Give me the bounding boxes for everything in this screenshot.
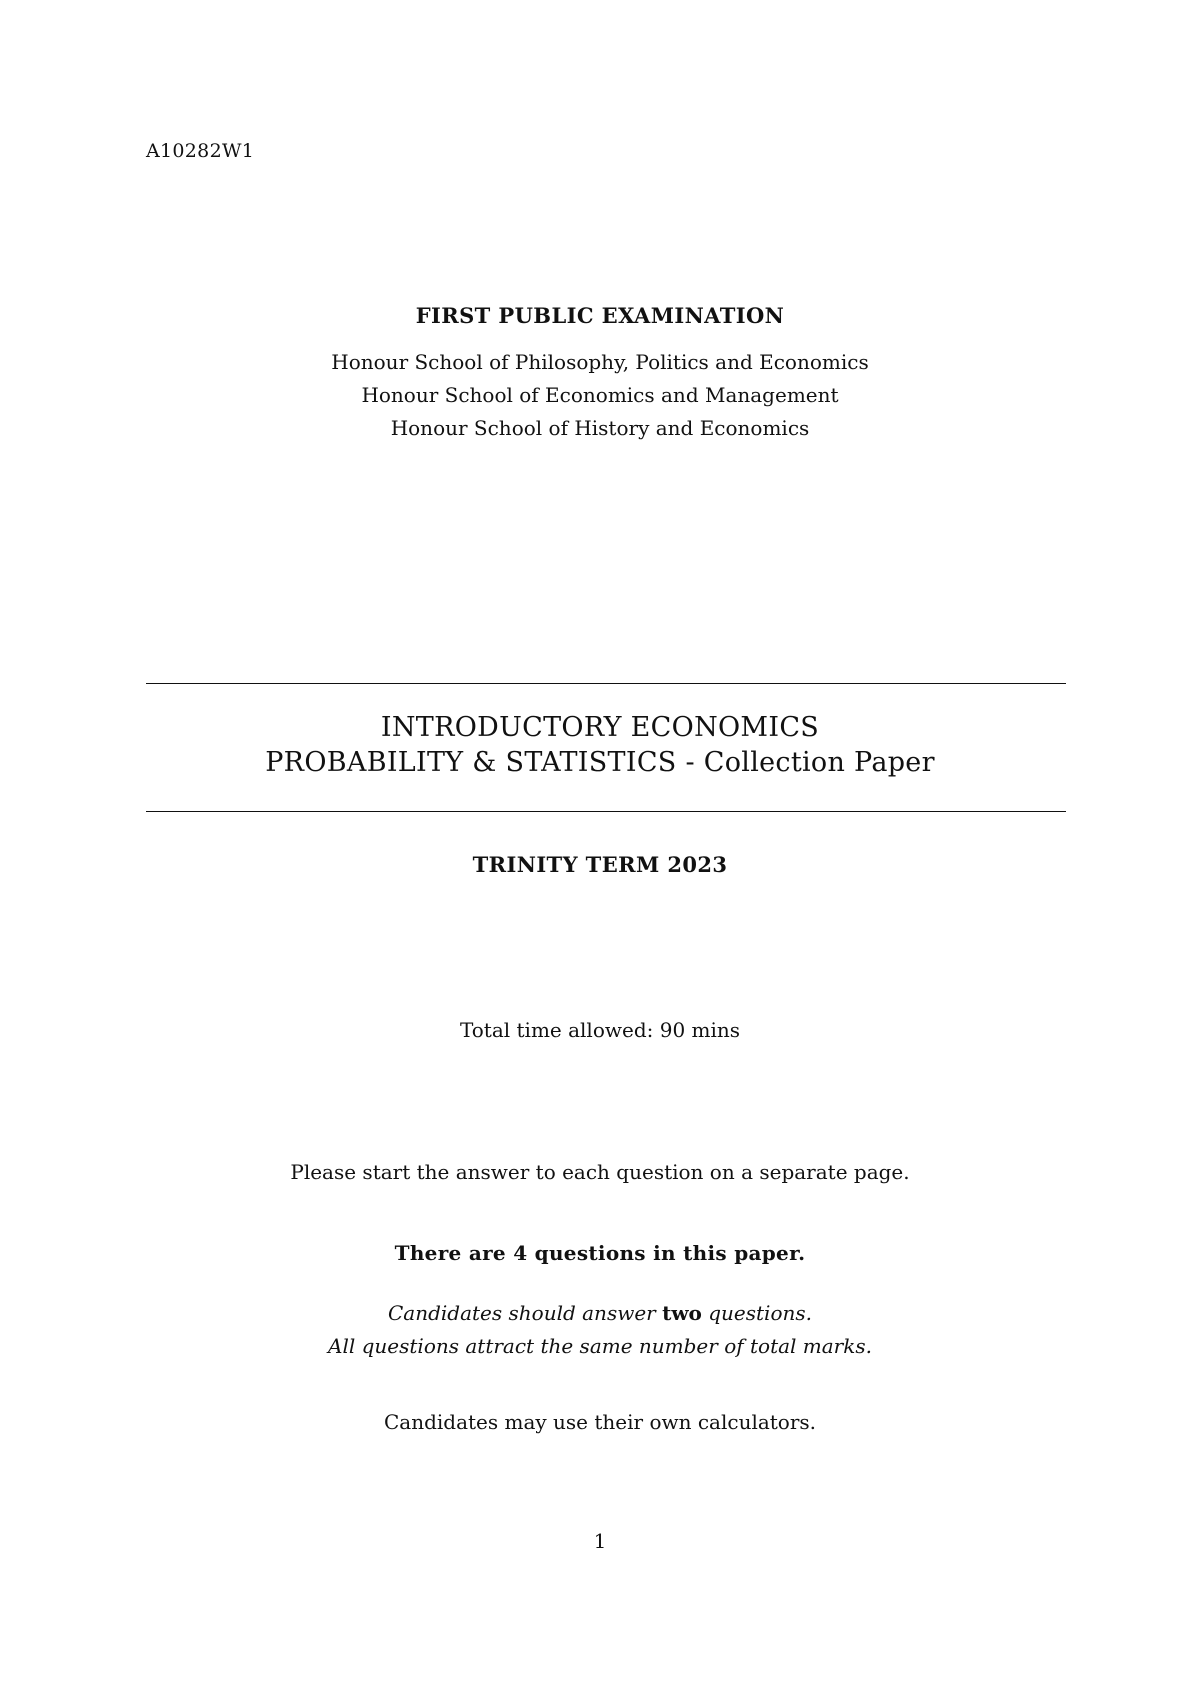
calculator-note: Candidates may use their own calculators.	[383, 1410, 817, 1434]
paper-title	[0, 710, 1200, 780]
marks-note: All questions attract the same number of total marks.	[328, 1334, 872, 1358]
separate-page-instruction: Please start the answer to each question on a separate page.	[290, 1160, 910, 1184]
answer-instructions	[0, 1297, 1200, 1363]
title-bottom-rule	[146, 811, 1066, 812]
honour-school-item: Honour School of Philosophy, Politics and Economics	[331, 350, 869, 374]
page-number: 1	[593, 1529, 607, 1553]
answer-prefix: Candidates should answer	[387, 1301, 656, 1325]
exam-heading: FIRST PUBLIC EXAMINATION	[415, 303, 785, 328]
paper-title-line-1: INTRODUCTORY ECONOMICS	[380, 712, 820, 743]
paper-code: A10282W1	[146, 140, 255, 162]
honour-schools-list	[0, 346, 1200, 445]
honour-school-item: Honour School of Economics and Management	[361, 383, 839, 407]
answer-requirement	[0, 1297, 1200, 1330]
answer-number: two	[662, 1301, 702, 1325]
answer-suffix: questions.	[708, 1301, 812, 1325]
paper-title-line-2: PROBABILITY & STATISTICS - Collection Paper	[265, 747, 935, 778]
honour-school-item: Honour School of History and Economics	[390, 416, 810, 440]
question-count: There are 4 questions in this paper.	[394, 1241, 806, 1265]
time-allowed: Total time allowed: 90 mins	[459, 1018, 741, 1042]
title-top-rule	[146, 683, 1066, 684]
exam-term: TRINITY TERM 2023	[472, 852, 728, 877]
